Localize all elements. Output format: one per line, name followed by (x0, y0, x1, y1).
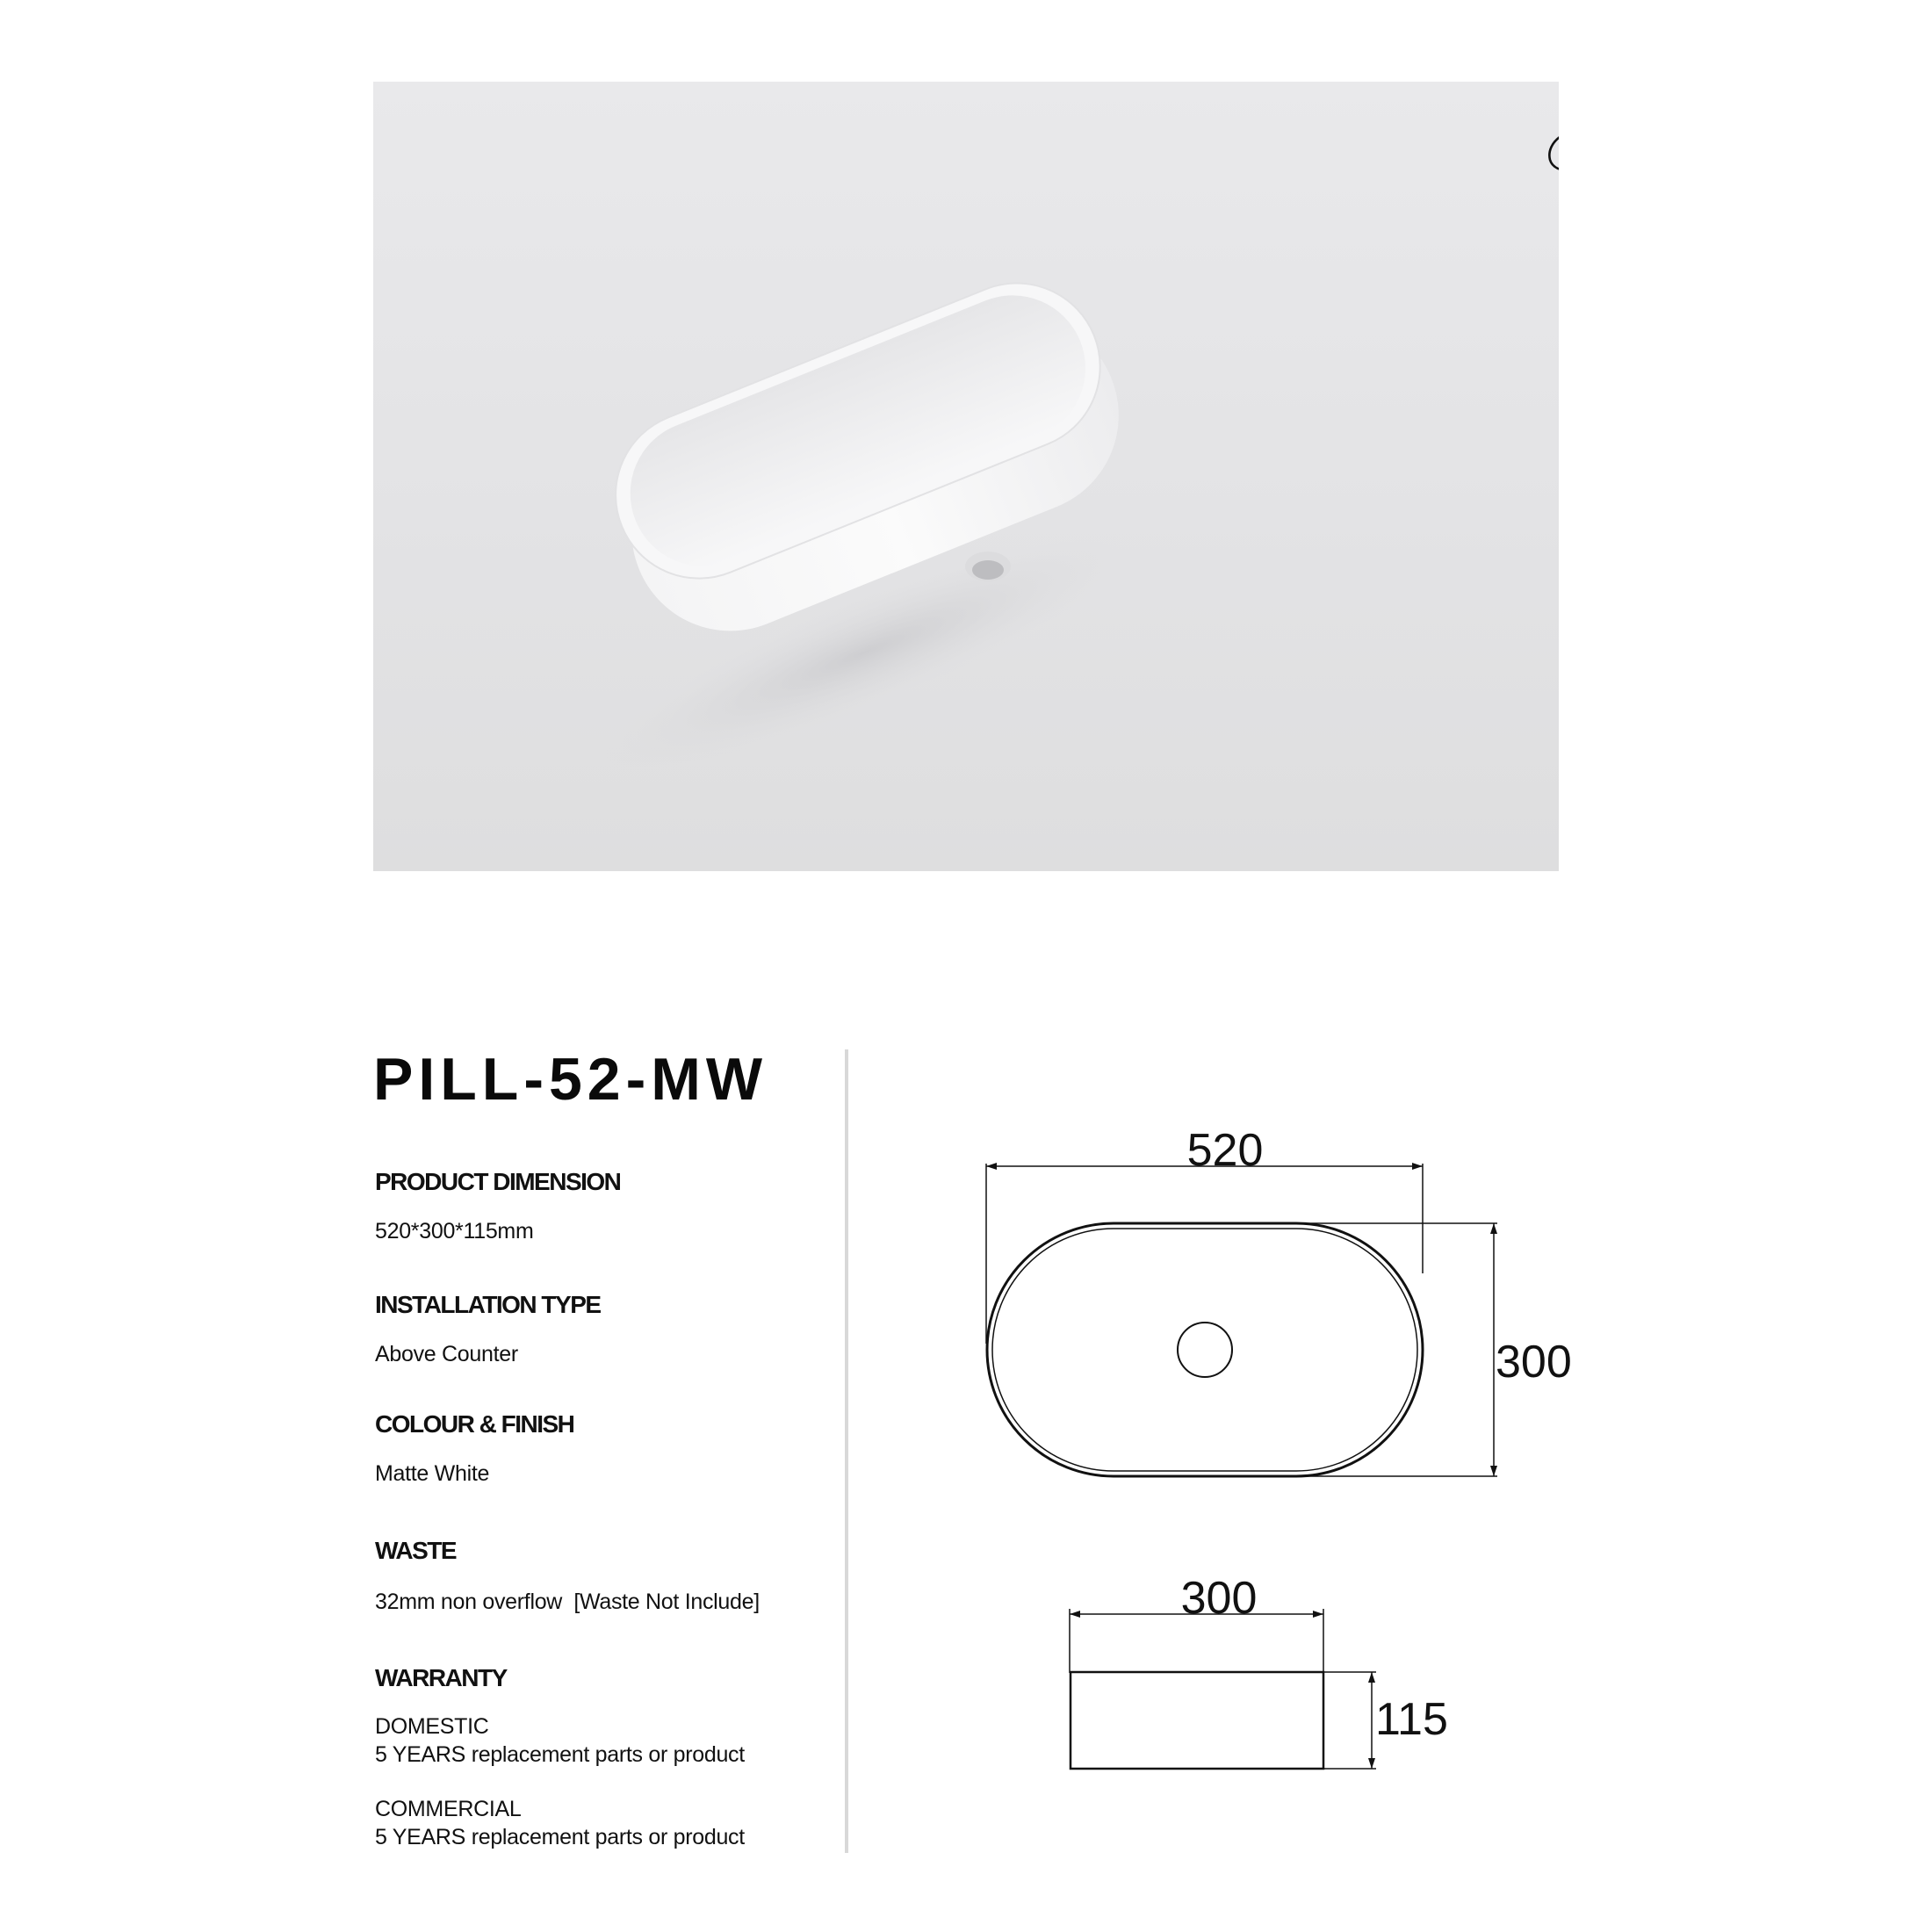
spec-value-dimension: 520*300*115mm (375, 1219, 534, 1244)
spec-heading-warranty: WARRANTY (375, 1664, 507, 1691)
warranty-commercial-label: COMMERCIAL (375, 1797, 522, 1821)
spec-heading-installation: INSTALLATION TYPE (375, 1291, 601, 1318)
spec-value-installation: Above Counter (375, 1342, 518, 1366)
product-model: PILL-52-MW (373, 1046, 768, 1113)
spec-heading-waste: WASTE (375, 1537, 457, 1564)
dim-top-width: 520 (1186, 1125, 1264, 1176)
top-view (986, 1125, 1572, 1476)
warranty-domestic-label: DOMESTIC (375, 1714, 489, 1739)
side-view (1070, 1573, 1448, 1769)
warranty-domestic-value: 5 YEARS replacement parts or product (375, 1742, 745, 1767)
warranty-commercial-value: 5 YEARS replacement parts or product (375, 1825, 745, 1849)
spec-value-colour: Matte White (375, 1461, 490, 1486)
spec-value-waste: 32mm non overflow [Waste Not Include] (375, 1590, 760, 1614)
dim-side-width: 300 (1180, 1573, 1258, 1624)
dim-top-depth: 300 (1496, 1337, 1572, 1388)
dim-side-height: 115 (1375, 1694, 1448, 1745)
spec-heading-colour: COLOUR & FINISH (375, 1410, 574, 1438)
spec-heading-dimension: PRODUCT DIMENSION (375, 1168, 621, 1195)
